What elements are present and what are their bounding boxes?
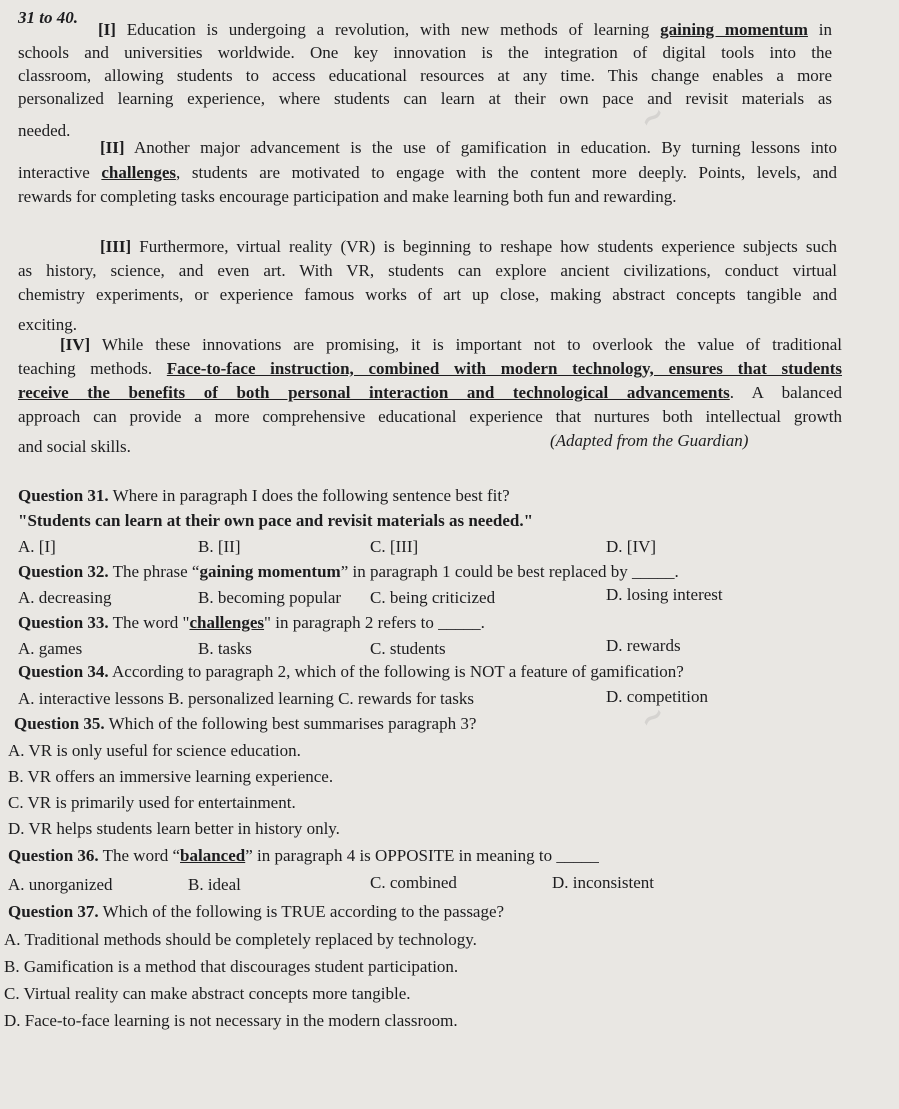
q36-option-b[interactable]: B. ideal <box>188 875 241 894</box>
paragraph-4-line-3: receive the benefits of both personal interaction and technological advancements. A balanced <box>18 383 842 402</box>
question-34: Question 34. According to paragraph 2, which of the following is NOT a feature of gamification? <box>18 662 684 681</box>
q34-options-abc[interactable]: A. interactive lessons B. personalized learning C. rewards for tasks <box>18 689 475 708</box>
q31-option-b[interactable]: B. [II] <box>198 537 241 556</box>
question-31-quote: "Students can learn at their own pace and revisit materials as needed." <box>18 511 534 530</box>
section-header: 31 to 40. <box>18 8 78 27</box>
paragraph-1-line-4: personalized learning experience, where students can learn at their own pace and revisit materials as <box>18 89 832 108</box>
source-citation: (Adapted from the Guardian) <box>550 431 749 450</box>
phrase-gaining-momentum: gaining momentum <box>660 20 808 39</box>
question-31: Question 31. Where in paragraph I does the following sentence best fit? <box>18 486 510 505</box>
q35-option-a[interactable]: A. VR is only useful for science education. <box>8 741 301 760</box>
q37-option-a[interactable]: A. Traditional methods should be completely replaced by technology. <box>4 930 477 949</box>
paragraph-4-line-2: teaching methods. Face-to-face instruction, combined with modern technology, ensures that students <box>18 359 842 378</box>
paragraph-2-line-2: interactive challenges, students are motivated to engage with the content more deeply. Points, levels, and <box>18 163 837 182</box>
q35-option-b[interactable]: B. VR offers an immersive learning experience. <box>8 767 334 786</box>
watermark-mark: ~ <box>632 95 673 140</box>
q31-option-d[interactable]: D. [IV] <box>606 537 657 556</box>
paragraph-2-tag: [II] <box>100 138 125 157</box>
q36-option-c[interactable]: C. combined <box>370 873 457 892</box>
question-36: Question 36. The word “balanced” in paragraph 4 is OPPOSITE in meaning to _____ <box>8 846 599 865</box>
q37-option-b[interactable]: B. Gamification is a method that discourages student participation. <box>4 957 459 976</box>
paragraph-1-line-2: schools and universities worldwide. One key innovation is the integration of digital tools into the <box>18 43 832 62</box>
word-challenges: challenges <box>101 163 176 182</box>
q32-option-b[interactable]: B. becoming popular <box>198 588 342 607</box>
question-35: Question 35. Which of the following best summarises paragraph 3? <box>14 714 477 733</box>
q33-option-b[interactable]: B. tasks <box>198 639 252 658</box>
paragraph-3-line-4: exciting. <box>18 315 78 334</box>
paragraph-3-line-2: as history, science, and even art. With VR, students can explore ancient civilizations, conduct virtual <box>18 261 837 280</box>
q37-option-c[interactable]: C. Virtual reality can make abstract concepts more tangible. <box>4 984 411 1003</box>
paragraph-3-line-1: [III] Furthermore, virtual reality (VR) is beginning to reshape how students experience subjects such <box>100 237 838 256</box>
q32-option-d[interactable]: D. losing interest <box>606 585 723 604</box>
q34-option-d[interactable]: D. competition <box>606 687 708 706</box>
paragraph-3-tag: [III] <box>100 237 132 256</box>
watermark-mark: ~ <box>632 695 673 740</box>
paragraph-2-line-3: rewards for completing tasks encourage participation and make learning both fun and rewarding. <box>18 187 677 206</box>
q36-option-a[interactable]: A. unorganized <box>8 875 113 894</box>
paragraph-3-line-3: chemistry experiments, or experience famous works of art up close, making abstract concepts tangible and <box>18 285 837 304</box>
paragraph-1-line-1: [I] Education is undergoing a revolution, with new methods of learning gaining momentum in <box>98 20 832 39</box>
question-37: Question 37. Which of the following is TRUE according to the passage? <box>8 902 505 921</box>
q31-option-a[interactable]: A. [I] <box>18 537 56 556</box>
paragraph-4-line-1: [IV] While these innovations are promising, it is important not to overlook the value of traditional <box>60 335 842 354</box>
sentence-face-to-face: Face-to-face instruction, combined with modern technology, ensures that students <box>166 359 842 378</box>
q35-option-d[interactable]: D. VR helps students learn better in history only. <box>8 819 340 838</box>
paragraph-1-line-5: needed. <box>18 121 71 140</box>
question-32: Question 32. The phrase “gaining momentum” in paragraph 1 could be best replaced by _____. <box>18 562 679 581</box>
q37-option-d[interactable]: D. Face-to-face learning is not necessary in the modern classroom. <box>4 1011 458 1030</box>
q31-option-c[interactable]: C. [III] <box>370 537 419 556</box>
q32-option-a[interactable]: A. decreasing <box>18 588 112 607</box>
q33-option-d[interactable]: D. rewards <box>606 636 681 655</box>
paragraph-1-tag: [I] <box>98 20 116 39</box>
paragraph-2-line-1: [II] Another major advancement is the use of gamification in education. By turning lessons into <box>100 138 837 157</box>
paragraph-4-tag: [IV] <box>60 335 91 354</box>
paragraph-4-line-4: approach can provide a more comprehensive educational experience that nurtures both intellectual growth <box>18 407 842 426</box>
paragraph-4-line-5: and social skills. <box>18 437 131 456</box>
q36-option-d[interactable]: D. inconsistent <box>552 873 654 892</box>
q33-option-a[interactable]: A. games <box>18 639 83 658</box>
q32-option-c[interactable]: C. being criticized <box>370 588 496 607</box>
question-33: Question 33. The word "challenges" in paragraph 2 refers to _____. <box>18 613 485 632</box>
q35-option-c[interactable]: C. VR is primarily used for entertainment. <box>8 793 296 812</box>
paragraph-1-line-3: classroom, allowing students to access educational resources at any time. This change enables a more <box>18 66 832 85</box>
q33-option-c[interactable]: C. students <box>370 639 446 658</box>
